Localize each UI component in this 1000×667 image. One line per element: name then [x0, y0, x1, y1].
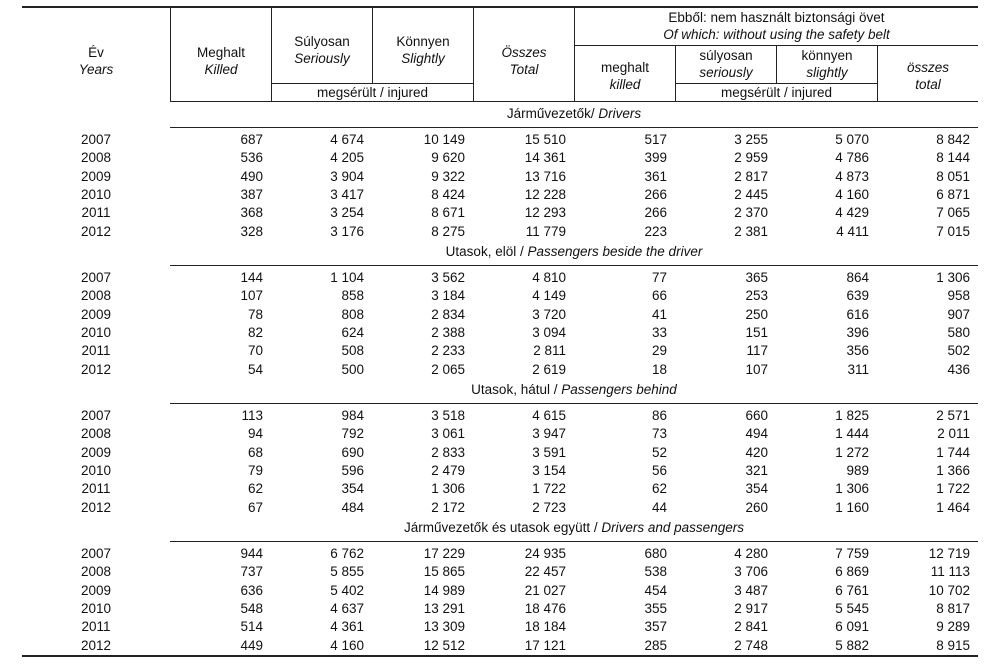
year-cell: 2008 [80, 150, 112, 166]
value-cell: 9 620 [431, 150, 465, 166]
value-cell: 514 [240, 619, 263, 635]
section-title [170, 244, 978, 260]
year-cell: 2008 [80, 288, 112, 304]
value-cell: 311 [847, 361, 869, 377]
section-title-hu: Utasok, elöl / [445, 244, 528, 259]
value-cell: 77 [651, 270, 667, 285]
value-cell: 41 [651, 306, 667, 322]
value-cell: 361 [644, 168, 667, 184]
value-cell: 538 [644, 564, 667, 580]
value-cell: 13 291 [423, 600, 465, 616]
header-rule [676, 83, 877, 84]
header-slightly: Könnyen [396, 34, 450, 49]
value-cell: 5 855 [330, 564, 364, 580]
header-killed: Meghalt [196, 45, 246, 60]
value-cell: 70 [247, 343, 263, 359]
value-cell: 660 [745, 408, 768, 423]
section-title-hu: Járművezetők és utasok együtt / [404, 520, 602, 535]
section-title-en: Passengers beside the driver [527, 244, 703, 259]
header-slightly-en: Slightly [401, 51, 445, 66]
header-sub-slightly: könnyen [801, 48, 853, 63]
table-bottom-rule [22, 655, 978, 657]
value-cell: 9 322 [431, 168, 465, 184]
section-title-hu: Járművezetők/ [506, 106, 599, 121]
value-cell: 4 411 [836, 223, 869, 239]
value-cell: 56 [651, 462, 667, 478]
year-cell: 2010 [80, 462, 112, 478]
section-rule [170, 127, 978, 128]
value-cell: 18 184 [524, 619, 566, 635]
value-cell: 8 051 [936, 168, 970, 184]
value-cell: 3 154 [532, 462, 566, 478]
value-cell: 864 [846, 270, 869, 285]
value-cell: 1 464 [936, 499, 970, 515]
value-cell: 1 744 [936, 444, 970, 460]
header-rule [575, 45, 978, 46]
value-cell: 2 841 [734, 619, 768, 635]
header-year-en: Years [78, 62, 114, 77]
value-cell: 11 113 [930, 564, 970, 580]
value-cell: 260 [745, 499, 768, 515]
value-cell: 5 402 [330, 582, 364, 598]
value-cell: 8 144 [936, 150, 970, 166]
value-cell: 7 759 [835, 546, 869, 561]
section-title-hu: Utasok, hátul / [471, 382, 562, 397]
value-cell: 3 518 [431, 408, 465, 423]
value-cell: 4 637 [330, 600, 364, 616]
value-cell: 4 873 [835, 168, 869, 184]
value-cell: 517 [644, 132, 667, 147]
year-cell: 2010 [80, 186, 112, 202]
value-cell: 1 306 [936, 270, 970, 285]
value-cell: 7 065 [936, 205, 970, 221]
value-cell: 365 [745, 270, 768, 285]
section-rule [170, 265, 978, 266]
value-cell: 8 424 [431, 186, 465, 202]
value-cell: 907 [947, 306, 970, 322]
value-cell: 3 904 [330, 168, 364, 184]
year-cell: 2011 [81, 343, 111, 359]
header-of-which-en: Of which: without using the safety belt [663, 27, 890, 42]
value-cell: 494 [745, 426, 768, 442]
value-cell: 616 [846, 306, 869, 322]
value-cell: 79 [247, 462, 263, 478]
value-cell: 636 [240, 582, 263, 598]
value-cell: 3 061 [431, 426, 465, 442]
header-total-en: Total [509, 62, 539, 77]
value-cell: 1 722 [532, 481, 566, 497]
year-cell: 2011 [81, 205, 111, 221]
value-cell: 354 [745, 481, 768, 497]
value-cell: 639 [846, 288, 869, 304]
value-cell: 4 810 [532, 270, 566, 285]
value-cell: 12 719 [928, 546, 970, 561]
value-cell: 17 121 [524, 637, 566, 653]
value-cell: 808 [341, 306, 364, 322]
year-cell: 2011 [81, 619, 111, 635]
value-cell: 500 [341, 361, 364, 377]
value-cell: 357 [644, 619, 667, 635]
value-cell: 151 [745, 324, 768, 340]
value-cell: 3 720 [532, 306, 566, 322]
section-title-en: Passengers behind [561, 382, 677, 397]
value-cell: 7 015 [936, 223, 970, 239]
year-cell: 2009 [80, 306, 112, 322]
value-cell: 144 [240, 270, 263, 285]
value-cell: 3 591 [532, 444, 566, 460]
value-cell: 2 748 [734, 637, 768, 653]
value-cell: 3 254 [330, 205, 364, 221]
year-cell: 2007 [80, 546, 112, 561]
value-cell: 6 871 [936, 186, 970, 202]
value-cell: 4 786 [835, 150, 869, 166]
value-cell: 687 [240, 132, 263, 147]
value-cell: 1 104 [330, 270, 364, 285]
value-cell: 6 761 [835, 582, 869, 598]
value-cell: 8 842 [936, 132, 970, 147]
value-cell: 4 615 [532, 408, 566, 423]
year-cell: 2007 [80, 132, 112, 147]
value-cell: 11 779 [525, 223, 566, 239]
value-cell: 107 [745, 361, 768, 377]
value-cell: 1 306 [835, 481, 869, 497]
value-cell: 5 882 [835, 637, 869, 653]
value-cell: 266 [644, 186, 667, 202]
value-cell: 1 272 [835, 444, 869, 460]
year-cell: 2009 [80, 582, 112, 598]
value-cell: 13 309 [423, 619, 465, 635]
value-cell: 5 545 [835, 600, 869, 616]
value-cell: 396 [846, 324, 869, 340]
value-cell: 2 917 [734, 600, 768, 616]
year-cell: 2012 [80, 361, 112, 377]
value-cell: 8 817 [936, 600, 970, 616]
year-cell: 2012 [80, 223, 112, 239]
value-cell: 94 [247, 426, 263, 442]
value-cell: 82 [247, 324, 263, 340]
value-cell: 3 417 [330, 186, 364, 202]
value-cell: 78 [247, 306, 263, 322]
value-cell: 1 160 [835, 499, 869, 515]
header-sub-seriously: súlyosan [699, 48, 753, 63]
value-cell: 1 306 [431, 481, 465, 497]
value-cell: 2 445 [734, 186, 768, 202]
value-cell: 62 [651, 481, 667, 497]
value-cell: 4 361 [330, 619, 364, 635]
value-cell: 24 935 [524, 546, 566, 561]
value-cell: 484 [341, 499, 364, 515]
value-cell: 4 160 [330, 637, 364, 653]
value-cell: 54 [247, 361, 263, 377]
value-cell: 2 834 [431, 306, 465, 322]
value-cell: 399 [644, 150, 667, 166]
header-sub-total-en: total [915, 77, 941, 92]
value-cell: 10 149 [423, 132, 465, 147]
value-cell: 321 [745, 462, 768, 478]
section-title [170, 520, 978, 536]
value-cell: 1 825 [835, 408, 869, 423]
section-title [170, 382, 978, 398]
section-rule [170, 403, 978, 404]
value-cell: 66 [651, 288, 667, 304]
year-cell: 2012 [80, 637, 112, 653]
value-cell: 2 619 [532, 361, 566, 377]
value-cell: 2 065 [431, 361, 465, 377]
value-cell: 4 149 [532, 288, 566, 304]
value-cell: 2 011 [937, 426, 970, 442]
value-cell: 624 [341, 324, 364, 340]
value-cell: 355 [644, 600, 667, 616]
value-cell: 117 [746, 343, 768, 359]
value-cell: 387 [240, 186, 263, 202]
value-cell: 536 [240, 150, 263, 166]
value-cell: 22 457 [524, 564, 566, 580]
value-cell: 86 [651, 408, 667, 423]
value-cell: 17 229 [423, 546, 465, 561]
value-cell: 989 [846, 462, 869, 478]
header-seriously: Súlyosan [294, 34, 350, 49]
value-cell: 580 [947, 324, 970, 340]
year-cell: 2011 [81, 481, 111, 497]
value-cell: 858 [341, 288, 364, 304]
header-rule [272, 83, 473, 84]
year-cell: 2008 [80, 426, 112, 442]
year-cell: 2007 [80, 270, 112, 285]
value-cell: 1 444 [835, 426, 869, 442]
section-rule [170, 541, 978, 542]
value-cell: 958 [947, 288, 970, 304]
value-cell: 2 370 [734, 205, 768, 221]
value-cell: 737 [240, 564, 263, 580]
value-cell: 3 562 [431, 270, 465, 285]
value-cell: 29 [651, 343, 667, 359]
value-cell: 5 070 [835, 132, 869, 147]
value-cell: 13 716 [524, 168, 566, 184]
value-cell: 680 [644, 546, 667, 561]
value-cell: 2 479 [431, 462, 465, 478]
value-cell: 44 [651, 499, 667, 515]
value-cell: 356 [846, 343, 869, 359]
value-cell: 3 184 [431, 288, 465, 304]
value-cell: 368 [240, 205, 263, 221]
header-seriously-en: Seriously [294, 51, 350, 66]
value-cell: 3 094 [532, 324, 566, 340]
value-cell: 15 865 [423, 564, 465, 580]
value-cell: 3 706 [734, 564, 768, 580]
value-cell: 6 762 [330, 546, 364, 561]
value-cell: 3 487 [734, 582, 768, 598]
value-cell: 8 671 [431, 205, 465, 221]
year-cell: 2012 [80, 499, 112, 515]
year-cell: 2010 [80, 600, 112, 616]
value-cell: 328 [240, 223, 263, 239]
value-cell: 354 [341, 481, 364, 497]
value-cell: 6 091 [835, 619, 869, 635]
value-cell: 944 [240, 546, 263, 561]
value-cell: 285 [644, 637, 667, 653]
value-cell: 67 [247, 499, 263, 515]
header-sub-seriously-en: seriously [699, 65, 753, 80]
value-cell: 454 [644, 582, 667, 598]
header-sub-slightly-en: slightly [806, 65, 848, 80]
value-cell: 3 255 [734, 132, 768, 147]
value-cell: 2 172 [431, 499, 465, 515]
value-cell: 2 811 [533, 343, 566, 359]
value-cell: 1 722 [936, 481, 970, 497]
value-cell: 9 289 [936, 619, 970, 635]
value-cell: 15 510 [524, 132, 566, 147]
section-title-en: Drivers [598, 106, 642, 121]
value-cell: 502 [947, 343, 970, 359]
value-cell: 2 723 [532, 499, 566, 515]
value-cell: 12 293 [524, 205, 566, 221]
value-cell: 4 429 [835, 205, 869, 221]
value-cell: 14 989 [423, 582, 465, 598]
value-cell: 6 869 [835, 564, 869, 580]
section-title-en: Drivers and passengers [601, 520, 744, 535]
value-cell: 2 817 [734, 168, 768, 184]
section-title [170, 106, 978, 122]
value-cell: 2 833 [431, 444, 465, 460]
value-cell: 250 [745, 306, 768, 322]
value-cell: 3 176 [330, 223, 364, 239]
value-cell: 436 [947, 361, 970, 377]
year-cell: 2010 [80, 324, 112, 340]
value-cell: 4 674 [330, 132, 364, 147]
value-cell: 2 959 [734, 150, 768, 166]
value-cell: 14 361 [524, 150, 566, 166]
value-cell: 8 915 [936, 637, 970, 653]
value-cell: 4 205 [330, 150, 364, 166]
header-of-which: Ebből: nem használt biztonsági övet [668, 10, 885, 25]
value-cell: 113 [241, 408, 263, 423]
value-cell: 1 366 [936, 462, 970, 478]
value-cell: 52 [651, 444, 667, 460]
value-cell: 223 [644, 223, 667, 239]
value-cell: 8 275 [431, 223, 465, 239]
value-cell: 792 [341, 426, 364, 442]
value-cell: 690 [341, 444, 364, 460]
value-cell: 4 160 [835, 186, 869, 202]
value-cell: 984 [341, 408, 364, 423]
value-cell: 2 571 [936, 408, 970, 423]
header-sub-total: összes [906, 60, 950, 75]
year-cell: 2009 [80, 444, 112, 460]
value-cell: 420 [745, 444, 768, 460]
value-cell: 4 280 [734, 546, 768, 561]
year-cell: 2008 [80, 564, 112, 580]
value-cell: 10 702 [928, 582, 970, 598]
year-cell: 2009 [80, 168, 112, 184]
header-year: Év [88, 45, 104, 60]
value-cell: 21 027 [524, 582, 566, 598]
value-cell: 2 233 [431, 343, 465, 359]
value-cell: 596 [341, 462, 364, 478]
value-cell: 18 476 [524, 600, 566, 616]
value-cell: 2 381 [734, 223, 768, 239]
year-cell: 2007 [80, 408, 112, 423]
value-cell: 548 [240, 600, 263, 616]
header-sub-killed: meghalt [600, 60, 650, 75]
value-cell: 253 [745, 288, 768, 304]
value-cell: 107 [240, 288, 263, 304]
value-cell: 2 388 [431, 324, 465, 340]
value-cell: 266 [644, 205, 667, 221]
value-cell: 62 [247, 481, 263, 497]
header-sub-injured: megsérült / injured [720, 85, 833, 100]
value-cell: 3 947 [532, 426, 566, 442]
table-top-rule [22, 6, 978, 8]
header-injured: megsérült / injured [316, 85, 429, 100]
value-cell: 33 [651, 324, 667, 340]
header-total: Összes [501, 45, 547, 60]
header-killed-en: Killed [204, 62, 238, 77]
value-cell: 73 [651, 426, 667, 442]
value-cell: 490 [240, 168, 263, 184]
header-sub-killed-en: killed [609, 77, 641, 92]
value-cell: 18 [651, 361, 667, 377]
value-cell: 449 [240, 637, 263, 653]
value-cell: 12 512 [423, 637, 465, 653]
value-cell: 68 [247, 444, 263, 460]
value-cell: 508 [341, 343, 364, 359]
value-cell: 12 228 [524, 186, 566, 202]
